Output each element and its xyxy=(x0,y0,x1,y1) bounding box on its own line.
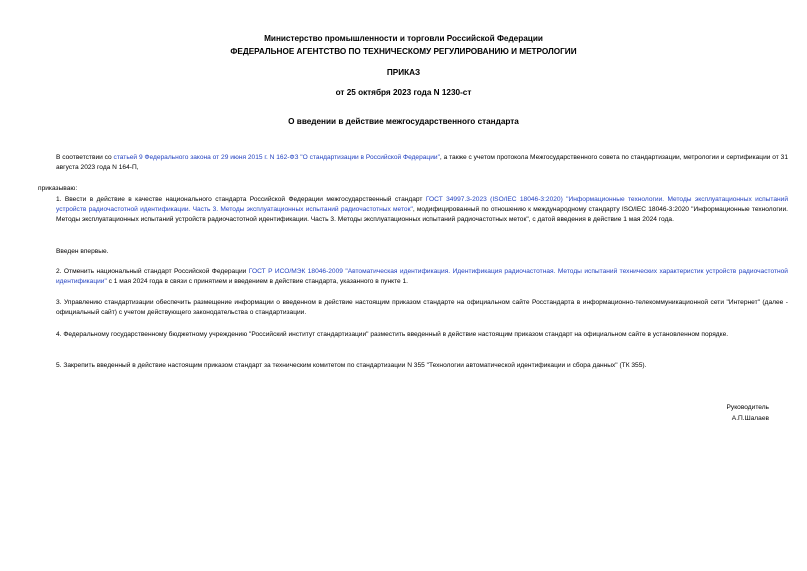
order-word: приказываю: xyxy=(38,185,78,192)
doc-date-number: от 25 октября 2023 года N 1230-ст xyxy=(335,88,472,97)
introduced-first: Введен впервые. xyxy=(56,248,109,255)
gost-r-18046-link[interactable]: ГОСТ Р ИСО/МЭК 18046-2009 "Автоматическая идентификация. Идентификация радиочастотная. Методы испытаний технических характеристик устройств радиочастотной идентификации" xyxy=(56,268,788,286)
signature-name: А.П.Шалаев xyxy=(731,415,769,422)
preamble-text-1: В соответствии со xyxy=(56,154,114,161)
item-2 xyxy=(38,267,788,287)
item-2-text-1: 2. Отменить национальный стандарт Российской Федерации xyxy=(56,268,249,275)
gost-34997-link[interactable]: ГОСТ 34997.3-2023 (ISO/IEC 18046-3:2020) "Информационные технологии. Методы эксплуатационных испытаний устройств радиочастотной идентификации. Часть 3. Методы эксплуатационных испытаний радиочастотных меток" xyxy=(56,196,789,214)
ministry-title: Министерство промышленности и торговли Российской Федерации xyxy=(264,34,543,43)
item-5: 5. Закрепить введенный в действие настоящим приказом стандарт за техническим комитетом по стандартизации N 355 "Технологии автоматической идентификации и сбора данных" (ТК 355). xyxy=(56,362,647,369)
doc-type: ПРИКАЗ xyxy=(386,68,421,77)
item-1 xyxy=(38,195,788,226)
item-2-text-2: с 1 мая 2024 года в связи с принятием и введением в действие стандарта, указанного в пункте 1. xyxy=(106,278,409,286)
item-1-text-2: , модифицированный по отношению к международному стандарту ISO/IEC 18046-3:2020 "Информационные технологии. Методы эксплуатационных испытаний устройств радиочастотной идентификации. Часть 3. Методы эксплуатационных испытаний радиочастотных меток", с датой введения в действие 1 мая 2024 года. xyxy=(56,206,788,224)
preamble-text-2: , а также с учетом протокола Межгосударственного совета по стандартизации, метрологии и сертификации от 31 августа 2023 года N 164-П, xyxy=(56,154,788,172)
signature-position: Руководитель xyxy=(726,404,769,411)
item-1-text-1: 1. Ввести в действие в качестве национального стандарта Российской Федерации межгосударственный стандарт xyxy=(56,196,426,203)
doc-subject: О введении в действие межгосударственного стандарта xyxy=(288,117,519,126)
item-3: 3. Управлению стандартизации обеспечить размещение информации о введенном в действие настоящим приказом стандарте на официальном сайте Росстандарта в информационно-телекоммуникационной сети "Интернет" (далее - официальный сайт) с учетом действующего законодательства о стандартизации. xyxy=(56,299,788,317)
item-4: 4. Федеральному государственному бюджетному учреждению "Российский институт стандартизации" разместить введенный в действие настоящим приказом стандарт на официальном сайте в установленном порядке. xyxy=(56,331,729,338)
preamble xyxy=(38,153,788,173)
law-link[interactable]: статьей 9 Федерального закона от 29 июня 2015 г. N 162-ФЗ "О стандартизации в Российской Федерации" xyxy=(113,154,440,161)
agency-title: ФЕДЕРАЛЬНОЕ АГЕНТСТВО ПО ТЕХНИЧЕСКОМУ РЕГУЛИРОВАНИЮ И МЕТРОЛОГИИ xyxy=(230,47,577,56)
